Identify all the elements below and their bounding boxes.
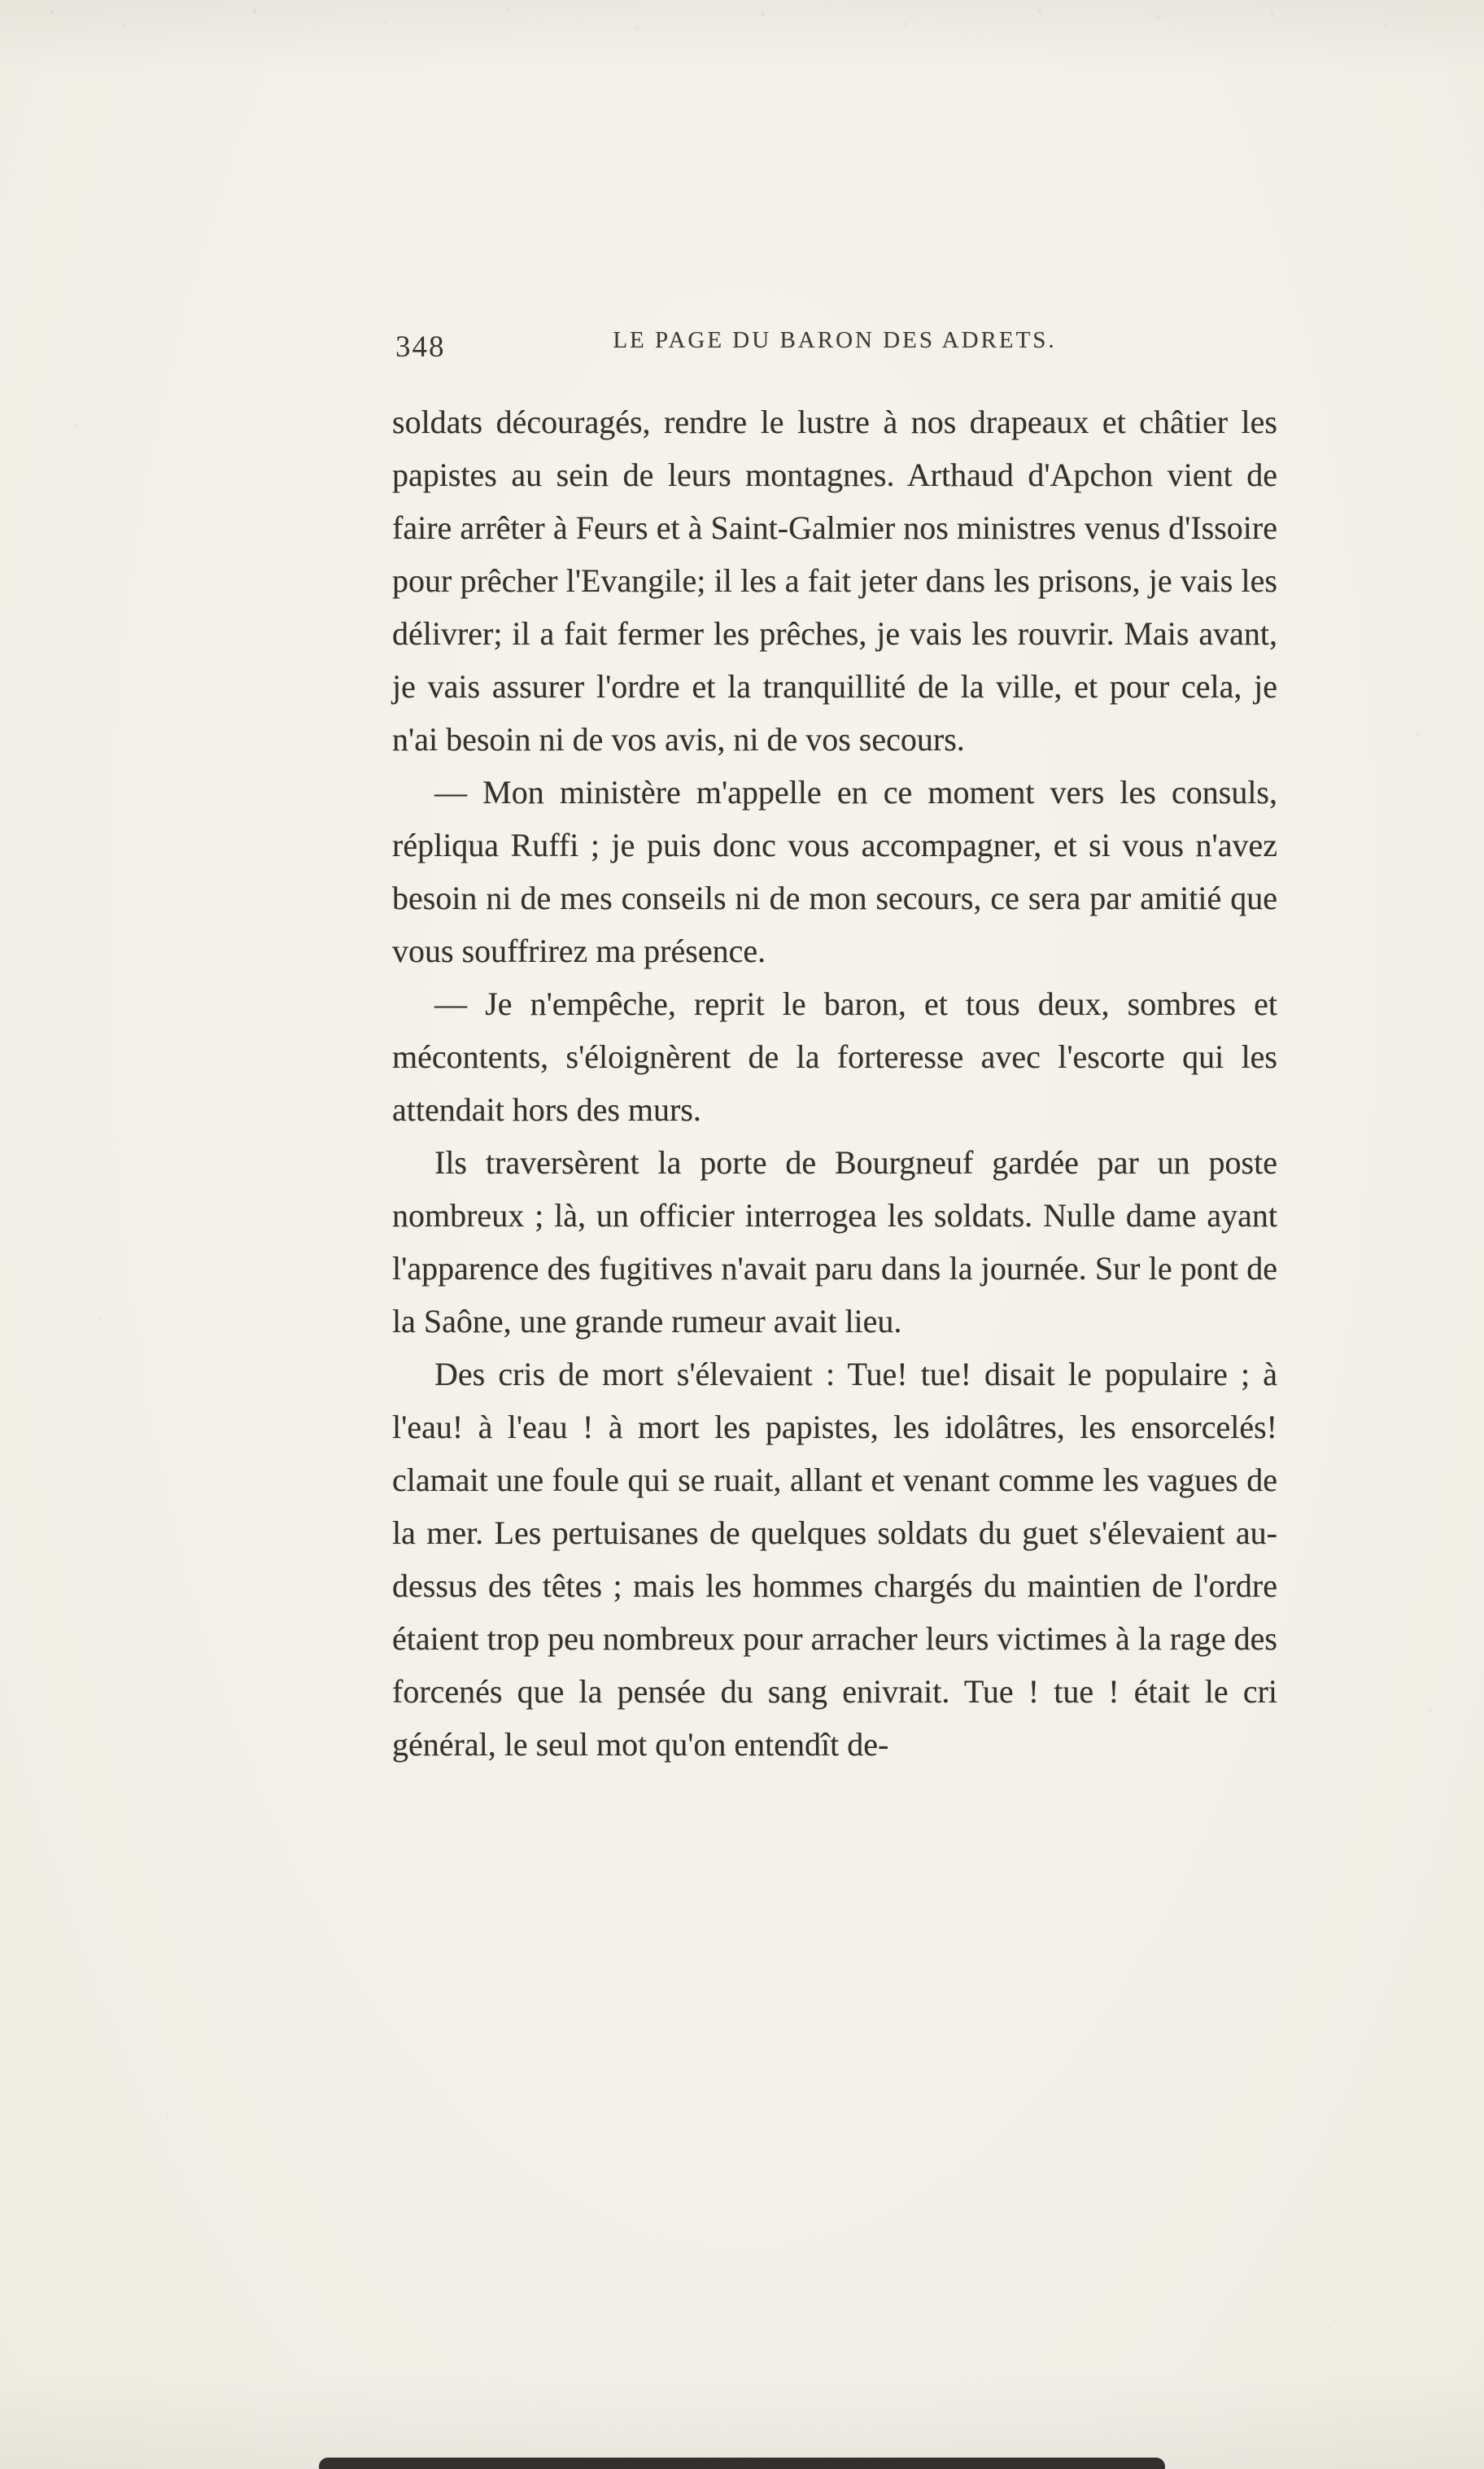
paragraph-1: soldats découragés, rendre le lustre à nos drapeaux et châtier les papistes au sein de leurs montagnes. Arthaud d'Apchon vient de faire arrêter à Feurs et à Saint-Galmier nos ministres venus d'Issoire pour prêcher l'Evangile; il les a fait jeter dans les prisons, je vais les délivrer; il a fait fermer les prêches, je vais les rouvrir. Mais avant, je vais assurer l'ordre et la tranquillité de la ville, et pour cela, je n'ai besoin ni de vos avis, ni de vos secours. [392, 404, 1277, 758]
scan-noise-speckles [0, 0, 2, 2]
text-column [392, 327, 1277, 1771]
paragraph-3: — Je n'empêche, reprit le baron, et tous deux, sombres et mécontents, s'éloignèrent de la forteresse avec l'escorte qui les attendait hors des murs. [392, 985, 1277, 1128]
running-title: LE PAGE DU BARON DES ADRETS. [613, 327, 1057, 353]
scan-edge-artifact [319, 2458, 1165, 2469]
paragraph-4: Ils traversèrent la porte de Bourgneuf gardée par un poste nombreux ; là, un officier interrogea les soldats. Nulle dame ayant l'apparence des fugitives n'avait paru dans la journée. Sur le pont de la Saône, une grande rumeur avait lieu. [392, 1144, 1277, 1339]
paragraph-2: — Mon ministère m'appelle en ce moment vers les consuls, répliqua Ruffi ; je puis donc vous accompagner, et si vous n'avez besoin ni de mes conseils ni de mon secours, ce sera par amitié que vous souffrirez ma présence. [392, 774, 1277, 969]
page-header [392, 327, 1277, 366]
paragraph-5: Des cris de mort s'élevaient : Tue! tue! disait le populaire ; à l'eau! à l'eau ! à mort les papistes, les idolâtres, les ensorcelés! clamait une foule qui se ruait, allant et venant comme les vagues de la mer. Les pertuisanes de quelques soldats du guet s'élevaient au-dessus des têtes ; mais les hommes chargés du maintien de l'ordre étaient trop peu nombreux pour arracher leurs victimes à la rage des forcenés que la pensée du sang enivrait. Tue ! tue ! était le cri général, le seul mot qu'on entendît de- [392, 1356, 1277, 1763]
page-number: 348 [395, 330, 446, 364]
page-body [392, 395, 1277, 1771]
